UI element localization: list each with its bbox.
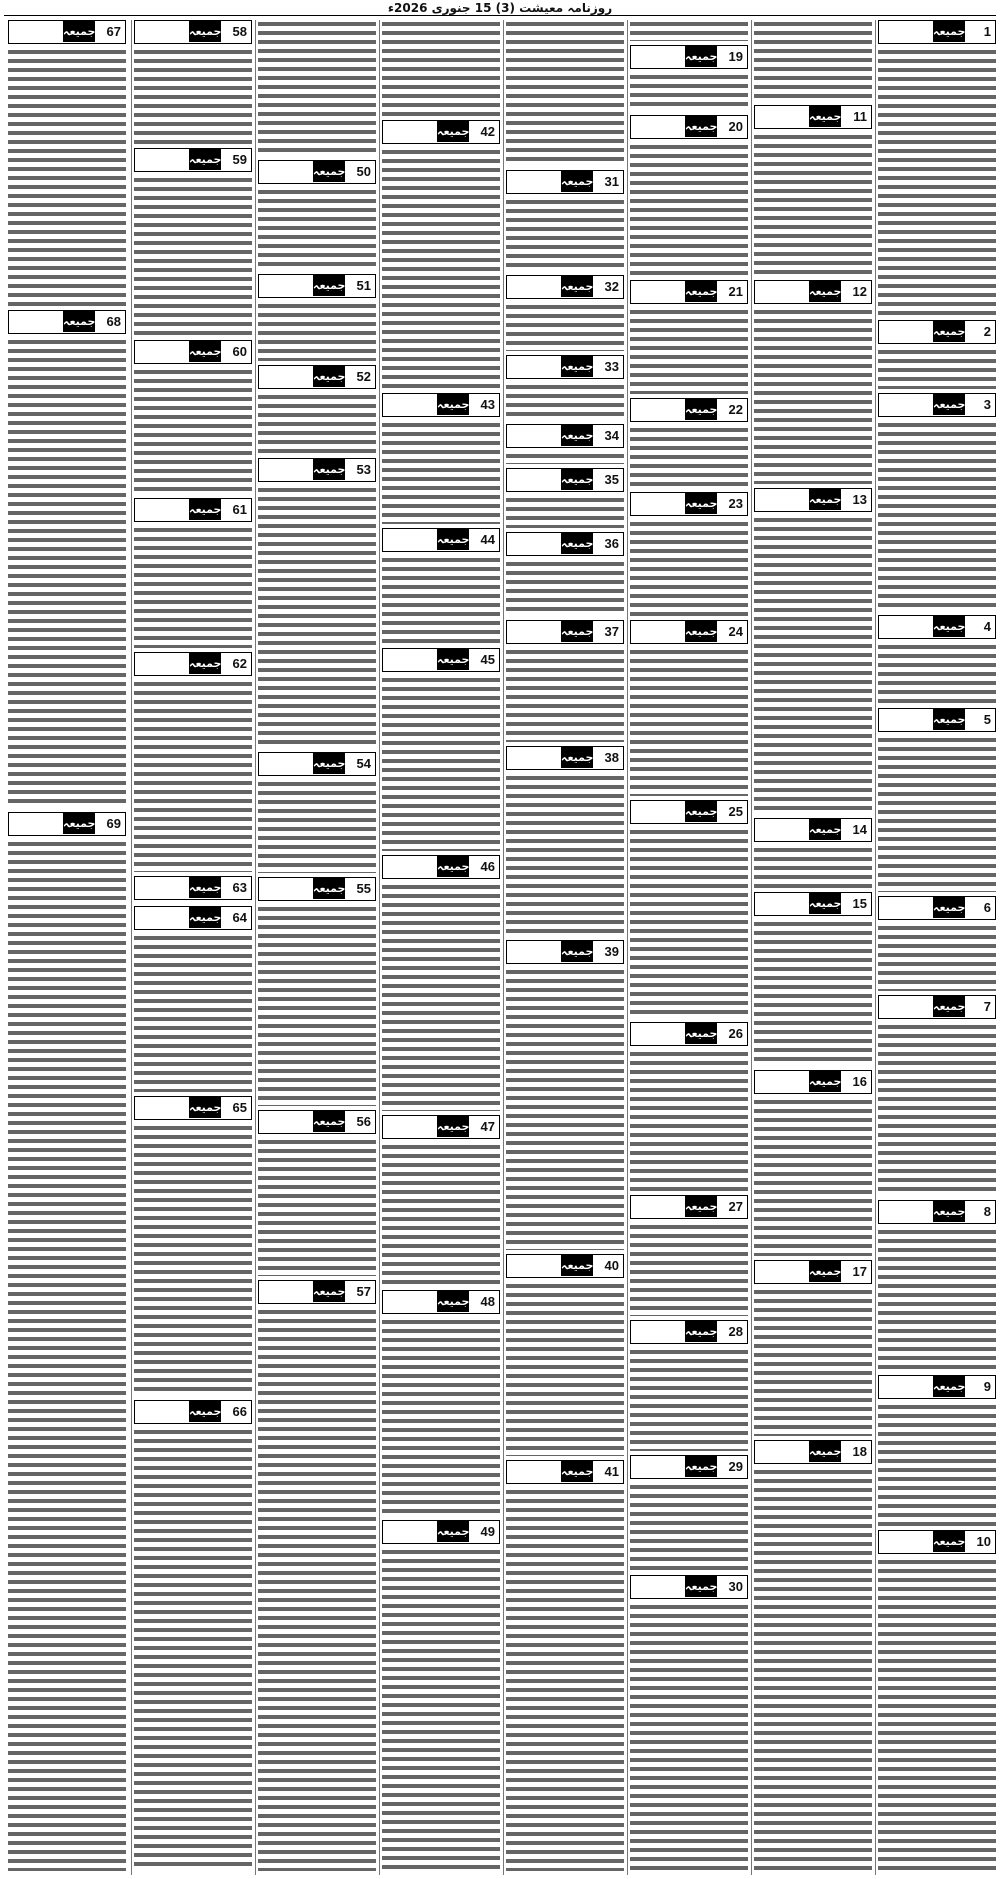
news-item-text <box>382 1548 500 1871</box>
news-item-label: جمیعہ <box>933 996 965 1017</box>
news-item-header <box>630 800 748 824</box>
continued-text <box>382 20 500 116</box>
news-item-label: جمیعہ <box>561 469 593 490</box>
news-item-number: 2 <box>983 324 991 339</box>
news-item-header <box>878 1200 996 1224</box>
news-item-text <box>134 526 252 648</box>
news-item-label: جمیعہ <box>313 161 345 182</box>
news-item-number: 3 <box>983 397 991 412</box>
news-item-text <box>630 73 748 111</box>
news-item-label: جمیعہ <box>437 1291 469 1312</box>
news-item-text <box>506 452 624 464</box>
news-item-number: 47 <box>480 1119 495 1134</box>
news-item-number: 19 <box>728 49 743 64</box>
news-item-header <box>630 1022 748 1046</box>
news-item-label: جمیعہ <box>437 1521 469 1542</box>
news-item-number: 37 <box>604 624 619 639</box>
news-item-label: جمیعہ <box>313 1111 345 1132</box>
news-item-number: 68 <box>106 314 121 329</box>
news-item-text <box>258 393 376 454</box>
news-item-header <box>630 398 748 422</box>
news-item-number: 56 <box>356 1114 371 1129</box>
news-item-number: 31 <box>604 174 619 189</box>
news-item-text <box>506 383 624 420</box>
news-item-label: جمیعہ <box>313 753 345 774</box>
column-divider <box>255 20 256 1875</box>
news-item-label: جمیعہ <box>313 275 345 296</box>
news-item-label: جمیعہ <box>561 425 593 446</box>
news-item-number: 69 <box>106 816 121 831</box>
news-item-label: جمیعہ <box>63 813 95 834</box>
column-divider <box>131 20 132 1875</box>
news-item-text <box>754 846 872 888</box>
news-item-header <box>506 1460 624 1484</box>
news-item-number: 34 <box>604 428 619 443</box>
news-item-header <box>878 708 996 732</box>
news-item-text <box>754 1468 872 1871</box>
news-item-header <box>134 652 252 676</box>
news-item-text <box>382 1318 500 1516</box>
news-item-text <box>754 308 872 484</box>
news-item-label: جمیعہ <box>189 341 221 362</box>
news-item-label: جمیعہ <box>809 489 841 510</box>
news-item-number: 15 <box>852 896 867 911</box>
news-item-label: جمیعہ <box>685 801 717 822</box>
news-item-label: جمیعہ <box>189 877 221 898</box>
news-item-header <box>382 528 500 552</box>
news-item-text <box>258 905 376 1106</box>
news-item-header <box>878 1375 996 1399</box>
news-item-label: جمیعہ <box>685 399 717 420</box>
news-item-header <box>8 812 126 836</box>
news-item-header <box>630 492 748 516</box>
news-item-number: 43 <box>480 397 495 412</box>
news-item-header <box>754 105 872 129</box>
news-item-header <box>506 468 624 492</box>
news-item-text <box>506 648 624 742</box>
news-item-number: 29 <box>728 1459 743 1474</box>
news-item-label: جمیعہ <box>933 1376 965 1397</box>
news-item-text <box>258 1308 376 1871</box>
news-item-label: جمیعہ <box>933 1531 965 1552</box>
news-item-text <box>258 780 376 873</box>
news-item-text <box>754 920 872 1066</box>
news-item-label: جمیعہ <box>189 21 221 42</box>
news-item-number: 30 <box>728 1579 743 1594</box>
news-item-text <box>134 368 252 494</box>
news-item-text <box>630 1603 748 1871</box>
news-item-number: 17 <box>852 1264 867 1279</box>
news-item-text <box>258 188 376 270</box>
news-item-header <box>754 488 872 512</box>
news-item-label: جمیعہ <box>809 893 841 914</box>
news-item-label: جمیعہ <box>561 747 593 768</box>
news-item-label: جمیعہ <box>189 499 221 520</box>
news-item-text <box>506 198 624 271</box>
news-item-label: جمیعہ <box>685 46 717 67</box>
news-item-number: 32 <box>604 279 619 294</box>
news-item-label: جمیعہ <box>189 653 221 674</box>
news-item-header <box>382 648 500 672</box>
news-item-text <box>878 736 996 892</box>
news-item-text <box>134 934 252 1092</box>
news-item-label: جمیعہ <box>685 1321 717 1342</box>
news-item-text <box>134 176 252 336</box>
news-item-label: جمیعہ <box>933 394 965 415</box>
news-item-number: 42 <box>480 124 495 139</box>
column-divider <box>379 20 380 1875</box>
news-item-text <box>258 486 376 748</box>
news-item-number: 21 <box>728 284 743 299</box>
news-item-number: 62 <box>232 656 247 671</box>
news-item-number: 54 <box>356 756 371 771</box>
news-item-text <box>382 883 500 1111</box>
news-item-number: 65 <box>232 1100 247 1115</box>
news-item-label: جمیعہ <box>685 1576 717 1597</box>
news-item-header <box>258 1110 376 1134</box>
news-column <box>382 20 500 1875</box>
news-item-header <box>134 498 252 522</box>
news-item-header <box>258 877 376 901</box>
news-item-text <box>506 1488 624 1871</box>
news-item-number: 45 <box>480 652 495 667</box>
news-item-text <box>630 308 748 394</box>
news-item-number: 63 <box>232 880 247 895</box>
news-item-number: 67 <box>106 24 121 39</box>
news-item-label: جمیعہ <box>63 21 95 42</box>
news-item-text <box>754 133 872 276</box>
news-item-text <box>382 421 500 524</box>
news-column <box>134 20 252 1875</box>
news-item-header <box>258 274 376 298</box>
news-item-header <box>258 458 376 482</box>
news-item-text <box>630 520 748 616</box>
news-item-label: جمیعہ <box>933 1201 965 1222</box>
news-item-text <box>382 148 500 389</box>
news-item-number: 4 <box>983 619 991 634</box>
news-column <box>878 20 996 1875</box>
news-item-number: 6 <box>983 900 991 915</box>
news-item-number: 53 <box>356 462 371 477</box>
news-item-label: جمیعہ <box>561 1255 593 1276</box>
news-item-label: جمیعہ <box>933 709 965 730</box>
news-item-text <box>630 828 748 1018</box>
news-item-text <box>134 680 252 872</box>
news-item-text <box>878 1403 996 1526</box>
news-item-header <box>878 896 996 920</box>
news-item-text <box>754 1098 872 1256</box>
news-item-number: 60 <box>232 344 247 359</box>
news-item-label: جمیعہ <box>809 1441 841 1462</box>
news-item-header <box>754 1260 872 1284</box>
news-item-header <box>506 355 624 379</box>
news-item-text <box>8 840 126 1871</box>
news-item-text <box>878 924 996 991</box>
news-item-header <box>382 1520 500 1544</box>
news-item-text <box>630 143 748 276</box>
news-item-header <box>754 280 872 304</box>
news-item-text <box>878 1228 996 1371</box>
news-item-header <box>506 424 624 448</box>
news-item-text <box>630 1348 748 1451</box>
news-item-header <box>630 115 748 139</box>
news-item-header <box>754 892 872 916</box>
news-item-label: جمیعہ <box>189 149 221 170</box>
news-item-label: جمیعہ <box>685 1023 717 1044</box>
news-item-header <box>630 280 748 304</box>
news-item-label: جمیعہ <box>933 21 965 42</box>
news-item-label: جمیعہ <box>437 856 469 877</box>
news-item-number: 40 <box>604 1258 619 1273</box>
news-item-label: جمیعہ <box>809 819 841 840</box>
news-item-header <box>382 855 500 879</box>
news-item-number: 41 <box>604 1464 619 1479</box>
news-item-number: 5 <box>983 712 991 727</box>
news-item-number: 59 <box>232 152 247 167</box>
news-column <box>754 20 872 1875</box>
news-item-number: 49 <box>480 1524 495 1539</box>
news-item-label: جمیعہ <box>437 1116 469 1137</box>
news-item-number: 9 <box>983 1379 991 1394</box>
news-item-header <box>630 1195 748 1219</box>
news-item-number: 33 <box>604 359 619 374</box>
news-item-header <box>630 1575 748 1599</box>
news-item-label: جمیعہ <box>685 116 717 137</box>
news-item-text <box>630 426 748 488</box>
news-item-label: جمیعہ <box>685 1196 717 1217</box>
column-divider <box>751 20 752 1875</box>
news-item-number: 50 <box>356 164 371 179</box>
news-item-label: جمیعہ <box>809 1261 841 1282</box>
news-item-number: 23 <box>728 496 743 511</box>
news-item-text <box>878 421 996 611</box>
news-column <box>506 20 624 1875</box>
news-item-number: 58 <box>232 24 247 39</box>
news-item-header <box>506 746 624 770</box>
continued-text <box>258 20 376 156</box>
news-item-label: جمیعہ <box>313 1281 345 1302</box>
news-item-label: جمیعہ <box>685 1456 717 1477</box>
news-item-label: جمیعہ <box>189 1097 221 1118</box>
news-item-header <box>630 1455 748 1479</box>
news-column <box>630 20 748 1875</box>
news-item-header <box>506 532 624 556</box>
news-item-number: 35 <box>604 472 619 487</box>
news-item-text <box>506 774 624 936</box>
news-item-label: جمیعہ <box>561 1461 593 1482</box>
news-item-text <box>134 1428 252 1871</box>
news-item-number: 8 <box>983 1204 991 1219</box>
news-item-header <box>506 1254 624 1278</box>
news-item-number: 11 <box>853 109 867 124</box>
news-item-header <box>630 1320 748 1344</box>
news-item-label: جمیعہ <box>561 533 593 554</box>
news-item-label: جمیعہ <box>809 106 841 127</box>
news-item-label: جمیعہ <box>933 897 965 918</box>
news-item-label: جمیعہ <box>809 281 841 302</box>
continued-text <box>506 20 624 166</box>
news-item-label: جمیعہ <box>437 394 469 415</box>
news-item-text <box>382 1143 500 1286</box>
news-item-header <box>878 615 996 639</box>
news-item-header <box>754 1070 872 1094</box>
news-item-header <box>878 1530 996 1554</box>
news-item-header <box>134 148 252 172</box>
news-item-text <box>878 1023 996 1196</box>
news-item-text <box>506 303 624 351</box>
news-item-label: جمیعہ <box>685 493 717 514</box>
news-item-number: 24 <box>728 624 743 639</box>
news-item-header <box>134 1400 252 1424</box>
news-item-label: جمیعہ <box>561 941 593 962</box>
news-item-text <box>506 968 624 1250</box>
news-item-header <box>382 120 500 144</box>
news-item-text <box>506 496 624 528</box>
news-item-header <box>8 310 126 334</box>
news-item-header <box>8 20 126 44</box>
news-item-header <box>382 1290 500 1314</box>
news-item-text <box>258 1138 376 1276</box>
news-item-label: جمیعہ <box>437 649 469 670</box>
news-item-label: جمیعہ <box>685 621 717 642</box>
news-item-number: 26 <box>728 1026 743 1041</box>
news-item-label: جمیعہ <box>809 1071 841 1092</box>
news-item-text <box>630 648 748 796</box>
news-item-number: 46 <box>480 859 495 874</box>
news-item-text <box>8 48 126 306</box>
news-item-label: جمیعہ <box>685 281 717 302</box>
news-item-number: 14 <box>852 822 867 837</box>
news-item-text <box>8 338 126 808</box>
news-item-text <box>506 1282 624 1456</box>
news-item-number: 39 <box>604 944 619 959</box>
news-item-label: جمیعہ <box>437 529 469 550</box>
news-item-text <box>754 516 872 814</box>
news-item-number: 55 <box>356 881 371 896</box>
news-item-header <box>506 940 624 964</box>
news-item-text <box>382 556 500 644</box>
news-item-label: جمیعہ <box>189 1401 221 1422</box>
news-item-header <box>878 393 996 417</box>
news-item-header <box>754 1440 872 1464</box>
news-column <box>8 20 126 1875</box>
news-item-text <box>134 1124 252 1396</box>
news-item-text <box>382 676 500 851</box>
news-item-number: 66 <box>232 1404 247 1419</box>
news-item-number: 10 <box>976 1534 991 1549</box>
news-item-text <box>630 1050 748 1191</box>
news-item-header <box>134 876 252 900</box>
news-item-header <box>878 320 996 344</box>
news-item-number: 61 <box>232 502 247 517</box>
news-item-header <box>878 20 996 44</box>
news-item-number: 18 <box>852 1444 867 1459</box>
news-item-label: جمیعہ <box>63 311 95 332</box>
news-item-number: 44 <box>480 532 495 547</box>
news-item-label: جمیعہ <box>313 878 345 899</box>
news-item-header <box>506 170 624 194</box>
news-item-number: 22 <box>728 402 743 417</box>
news-item-header <box>258 752 376 776</box>
news-item-number: 20 <box>728 119 743 134</box>
news-item-text <box>134 48 252 144</box>
news-item-label: جمیعہ <box>561 171 593 192</box>
continued-text <box>754 20 872 101</box>
news-item-header <box>878 995 996 1019</box>
news-item-header <box>134 906 252 930</box>
news-item-label: جمیعہ <box>561 276 593 297</box>
news-item-text <box>630 1223 748 1316</box>
news-item-header <box>630 620 748 644</box>
newspaper-title: روزنامہ معیشت (3) 15 جنوری 2026ء <box>387 1 613 15</box>
news-item-label: جمیعہ <box>561 621 593 642</box>
news-item-number: 1 <box>983 24 991 39</box>
page-header <box>0 0 1000 16</box>
news-item-number: 27 <box>728 1199 743 1214</box>
news-item-label: جمیعہ <box>313 459 345 480</box>
news-item-number: 12 <box>852 284 867 299</box>
news-item-header <box>258 160 376 184</box>
news-item-header <box>630 45 748 69</box>
news-item-text <box>878 1558 996 1871</box>
continued-text <box>630 20 748 41</box>
news-item-number: 48 <box>480 1294 495 1309</box>
news-item-number: 16 <box>852 1074 867 1089</box>
column-divider <box>503 20 504 1875</box>
news-item-text <box>878 48 996 316</box>
header-rule <box>4 15 996 16</box>
news-item-number: 28 <box>728 1324 743 1339</box>
news-item-label: جمیعہ <box>933 616 965 637</box>
news-item-header <box>382 393 500 417</box>
news-item-number: 38 <box>604 750 619 765</box>
news-item-number: 64 <box>232 910 247 925</box>
news-item-label: جمیعہ <box>313 366 345 387</box>
news-item-text <box>754 1288 872 1436</box>
news-item-number: 7 <box>983 999 991 1014</box>
news-item-number: 51 <box>356 278 371 293</box>
news-item-number: 52 <box>356 369 371 384</box>
news-item-label: جمیعہ <box>189 907 221 928</box>
news-item-label: جمیعہ <box>933 321 965 342</box>
news-item-text <box>878 348 996 389</box>
news-item-header <box>258 365 376 389</box>
news-item-header <box>506 620 624 644</box>
news-item-header <box>134 20 252 44</box>
column-divider <box>875 20 876 1875</box>
news-item-number: 13 <box>852 492 867 507</box>
news-item-header <box>134 340 252 364</box>
news-item-header <box>754 818 872 842</box>
news-item-header <box>382 1115 500 1139</box>
news-item-number: 36 <box>604 536 619 551</box>
news-item-label: جمیعہ <box>437 121 469 142</box>
news-item-label: جمیعہ <box>561 356 593 377</box>
news-item-header <box>506 275 624 299</box>
news-item-header <box>258 1280 376 1304</box>
news-item-text <box>630 1483 748 1571</box>
news-item-number: 25 <box>728 804 743 819</box>
news-item-header <box>134 1096 252 1120</box>
newspaper-page <box>4 20 996 1875</box>
column-divider <box>627 20 628 1875</box>
news-item-text <box>258 302 376 361</box>
news-item-number: 57 <box>356 1284 371 1299</box>
news-column <box>258 20 376 1875</box>
news-item-text <box>878 643 996 704</box>
news-item-text <box>506 560 624 616</box>
